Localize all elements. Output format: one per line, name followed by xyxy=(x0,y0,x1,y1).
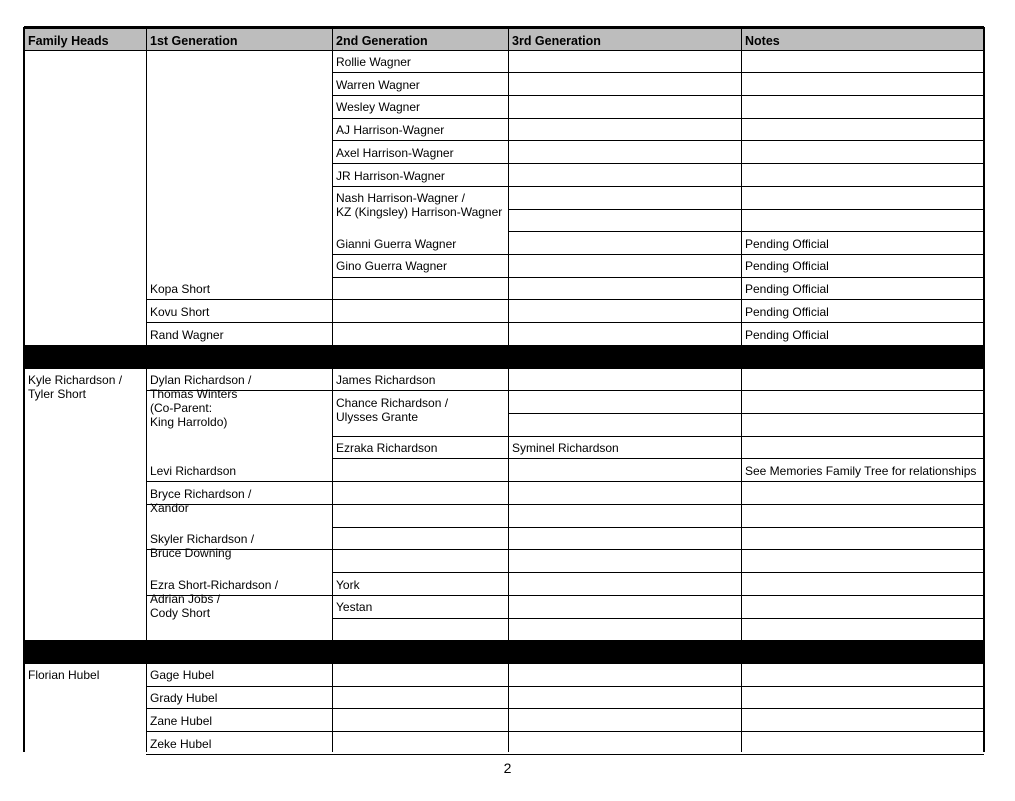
row-border xyxy=(508,640,741,641)
table-cell: James Richardson xyxy=(336,373,436,388)
row-border xyxy=(508,186,741,187)
row-border xyxy=(508,663,741,664)
row-border xyxy=(332,754,508,755)
row-border xyxy=(508,390,741,391)
table-cell: Nash Harrison-Wagner / KZ (Kingsley) Harrison-Wagner xyxy=(336,191,503,220)
band-border xyxy=(24,640,146,641)
row-border xyxy=(508,118,741,119)
table-cell: Pending Official xyxy=(745,304,829,319)
column-header: Family Heads xyxy=(28,34,109,48)
row-border xyxy=(508,322,741,323)
table-cell: Skyler Richardson / Bruce Downing xyxy=(150,532,255,561)
table-cell: Rollie Wagner xyxy=(336,55,411,69)
table-cell: Rand Wagner xyxy=(150,327,224,342)
table-cell: Kopa Short xyxy=(150,282,211,297)
row-border xyxy=(741,413,984,414)
row-border xyxy=(332,686,508,687)
row-border xyxy=(508,254,741,255)
table-cell: Levi Richardson xyxy=(150,463,237,478)
row-border xyxy=(741,663,984,664)
row-border xyxy=(741,549,984,550)
table-cell: Gino Guerra Wagner xyxy=(336,259,447,274)
row-border xyxy=(508,95,741,96)
table-cell: Grady Hubel xyxy=(150,691,218,706)
row-border xyxy=(508,708,741,709)
row-border xyxy=(508,163,741,164)
row-border xyxy=(332,731,508,732)
row-border xyxy=(508,299,741,300)
table-cell: Kovu Short xyxy=(150,304,210,319)
table-cell: Syminel Richardson xyxy=(512,441,619,456)
row-border xyxy=(508,368,741,369)
row-border xyxy=(741,186,984,187)
row-border xyxy=(741,708,984,709)
column-header: 1st Generation xyxy=(150,34,238,48)
table-cell: Warren Wagner xyxy=(336,77,420,92)
table-cell: Gianni Guerra Wagner xyxy=(336,236,457,251)
row-border xyxy=(741,72,984,73)
table-cell: Pending Official xyxy=(745,236,829,251)
column-header: 2nd Generation xyxy=(336,34,428,48)
row-border xyxy=(741,595,984,596)
column-header: Notes xyxy=(745,34,780,48)
table-cell: Pending Official xyxy=(745,282,829,297)
row-border xyxy=(741,140,984,141)
table-cell: See Memories Family Tree for relationships xyxy=(745,463,977,478)
row-border xyxy=(508,72,741,73)
table-cell: Chance Richardson / Ulysses Grante xyxy=(336,395,449,424)
row-border xyxy=(508,231,741,232)
row-border xyxy=(741,118,984,119)
row-border xyxy=(508,527,741,528)
row-border xyxy=(508,754,741,755)
row-border xyxy=(508,413,741,414)
table-cell: Yestan xyxy=(336,600,373,615)
table-cell: Gage Hubel xyxy=(150,668,215,683)
row-border xyxy=(508,686,741,687)
table-cell: York xyxy=(336,577,360,592)
table-cell: Bryce Richardson / Xandor xyxy=(150,486,252,515)
row-border xyxy=(741,95,984,96)
row-border xyxy=(508,209,741,210)
row-border xyxy=(741,572,984,573)
column-header: 3rd Generation xyxy=(512,34,601,48)
row-border xyxy=(332,549,508,550)
row-border xyxy=(332,708,508,709)
row-border xyxy=(508,595,741,596)
table-cell: Kyle Richardson / Tyler Short xyxy=(28,373,123,402)
table-cell: Pending Official xyxy=(745,327,829,342)
row-border xyxy=(332,527,508,528)
row-border xyxy=(332,345,508,346)
row-border xyxy=(508,549,741,550)
row-border xyxy=(741,731,984,732)
page-number: 2 xyxy=(503,760,512,776)
row-border xyxy=(741,163,984,164)
table-cell: AJ Harrison-Wagner xyxy=(336,123,445,138)
table-cell: Wesley Wagner xyxy=(336,100,421,115)
row-border xyxy=(508,277,741,278)
row-border xyxy=(741,618,984,619)
band-border xyxy=(24,345,146,346)
table-cell: Ezra Short-Richardson / Adrian Jobs / Cody Short xyxy=(150,577,279,620)
row-border xyxy=(508,572,741,573)
table-cell: JR Harrison-Wagner xyxy=(336,168,445,183)
row-border xyxy=(508,618,741,619)
table-cell: Zeke Hubel xyxy=(150,736,212,751)
row-border xyxy=(508,345,741,346)
row-border xyxy=(508,731,741,732)
row-border xyxy=(508,140,741,141)
table-cell: Florian Hubel xyxy=(28,668,100,683)
table-cell: Pending Official xyxy=(745,259,829,274)
row-border xyxy=(741,686,984,687)
row-border xyxy=(741,209,984,210)
table-cell: Dylan Richardson / Thomas Winters (Co-Parent: King Harroldo) xyxy=(150,373,252,430)
table-cell: Ezraka Richardson xyxy=(336,441,438,456)
row-border xyxy=(741,436,984,437)
row-border xyxy=(741,640,984,641)
table-cell: Axel Harrison-Wagner xyxy=(336,145,454,160)
table-cell: Zane Hubel xyxy=(150,713,213,728)
row-border xyxy=(741,754,984,755)
